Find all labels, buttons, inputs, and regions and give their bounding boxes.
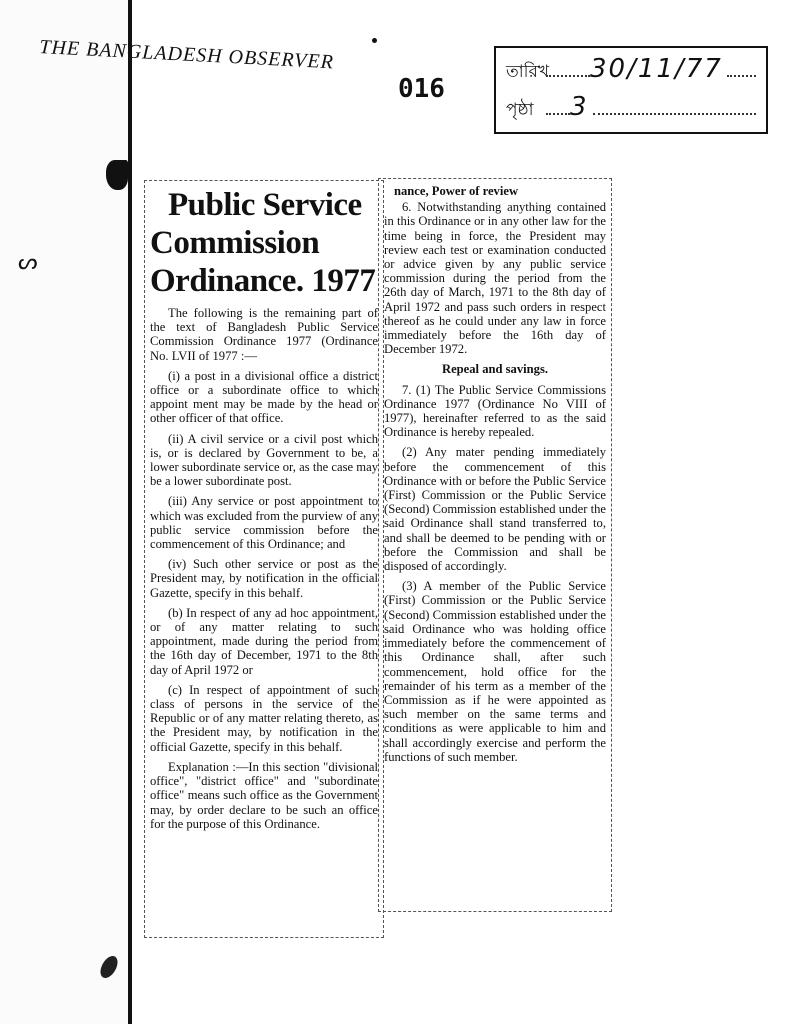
page-number: 016 (398, 74, 445, 104)
paragraph: (c) In respect of appointment of such class of persons in the service of the Republic or of any matter relating thereto, as the President may, by notification in the official Gazette, specify in this behalf. (150, 682, 378, 754)
headline-line: Ordinance. 1977 (150, 263, 376, 299)
stamp-page-value: 3 (570, 92, 589, 122)
date-stamp (494, 46, 768, 134)
section-heading: nance, Power of review (394, 184, 519, 198)
paragraph: (iv) Such other service or post as the President may, by notification in the official Gazette, specify in this behalf. (150, 557, 378, 600)
stamp-date-label: তারিখ (506, 62, 550, 82)
paragraph: 6. Notwithstanding anything contained in this Ordinance or in any other law for the time being in force, the President may review each test or examination conducted or advice given by any public service commission during the period from the 26th day of March, 1971 to the 8th day of April 1972 and pass such orders in respect thereof as he could under any law in force immediately before the 16th day of December 1972. (384, 200, 606, 357)
newspaper-masthead: THE BANGLADESH OBSERVER (38, 36, 335, 74)
paragraph: 7. (1) The Public Service Commissions Ordinance 1977 (Ordinance No VIII of 1977), hereinafter referred to as the said Ordinance is hereby repealed. (384, 382, 606, 440)
paragraph: Explanation :—In this section "divisional office", "district office" and "subordinate office" means such office as the Government may, by order declare to be such an office for the purpose of this Ordinance. (150, 759, 378, 831)
paragraph: The following is the remaining part of the text of Bangladesh Public Service Commission Ordinance 1977 (Ordinance No. LVII of 1977 :— (150, 306, 378, 363)
stamp-dots (546, 65, 590, 77)
article-left-column (150, 186, 378, 837)
stamp-dots (593, 103, 756, 115)
stamp-page-label: পৃষ্ঠা (506, 100, 534, 120)
stamp-date-row (506, 54, 756, 92)
headline-line: Commission (150, 225, 320, 261)
paragraph: (3) A member of the Public Service (First) Commission or the Public Service (Second) Commission established under the said Ordinance who was holding office immediately before the commencement of this Ordinance shall, after such commencement, hold office for the remainder of his term as a member of the Commission as if he were appointed as such member on the same terms and conditions as were applicable to him and shall accordingly exercise and perform the functions of such member. (384, 579, 606, 764)
scan-mark (106, 160, 128, 190)
scan-mark (372, 38, 377, 43)
paragraph: (b) In respect of any ad hoc appointment, or of any matter relating to such appointment, made during the period from the 16th day of December, 1971 to the 8th day of April 1972 or (150, 605, 378, 677)
page-margin (0, 0, 128, 1024)
stamp-page-row (506, 92, 756, 130)
paragraph: (ii) A civil service or a civil post which is, or is declared by Government to be, a lower subordinate service or, as the case may be a lower subordinate post. (150, 431, 378, 489)
article-headline (150, 186, 378, 300)
paragraph: (2) Any mater pending immediately before the commencement of this Ordinance with or before the Public Service (First) Commission or the Public Service (Second) Commission established under the said Ordinance shall stand transferred to, and shall be deemed to be pending with or before the Commission and shall be disposed of accordingly. (384, 445, 606, 574)
headline-line: Public Service (168, 187, 362, 223)
stamp-date-value: 30/11/77 (590, 54, 723, 84)
article-right-column (384, 184, 606, 770)
paragraph: (i) a post in a divisional office a district office or a subordinate office to which appoint ment may be made by the head or other officer of that office. (150, 368, 378, 426)
stamp-dots (727, 65, 756, 77)
stamp-dots (546, 103, 570, 115)
scan-mark: ᔕ (18, 250, 38, 275)
binding-rule (128, 0, 132, 1024)
paragraph: (iii) Any service or post appointment to which was excluded from the purview of any public service commission before the commencement of this Ordinance; and (150, 494, 378, 552)
subheading: Repeal and savings. (441, 362, 549, 377)
